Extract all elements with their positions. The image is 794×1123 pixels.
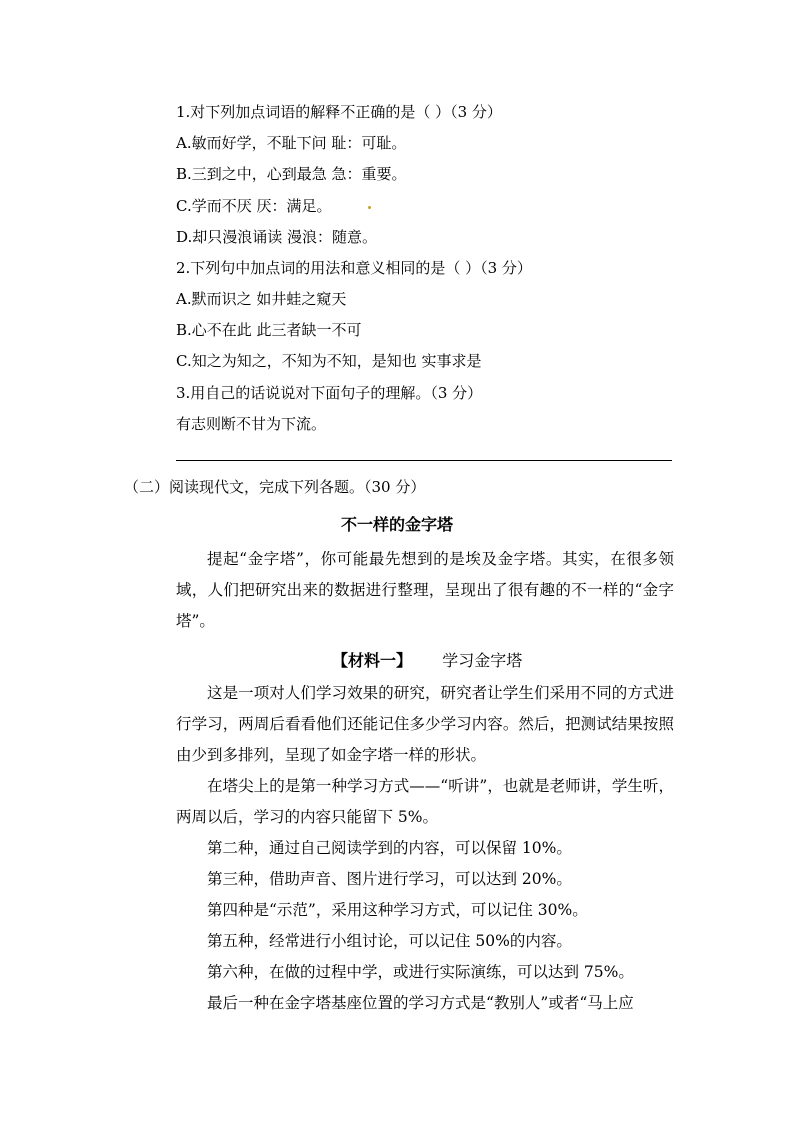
paragraph-1: 这是一项对人们学习效果的研究，研究者让学生们采用不同的方式进行学习，两周后看看他们还能记住多少学习内容。然后，把测试结果按照由少到多排列，呈现了如金字塔一样的形状。: [176, 684, 674, 764]
question-1-option-b: B.三到之中，心到最急 急：重要。: [176, 165, 407, 183]
paragraph-8: 最后一种在金字塔基座位置的学习方式是“教别人”或者“马上应: [207, 994, 634, 1012]
question-1-option-d: D.却只漫浪诵读 漫浪：随意。: [176, 228, 378, 246]
paragraph-2: 在塔尖上的是第一种学习方式——“听讲”，也就是老师讲，学生听，两周以后，学习的内容只能留下 5%。: [176, 777, 674, 826]
paragraph-3: 第二种，通过自己阅读学到的内容，可以保留 10%。: [207, 839, 572, 857]
article-title: 不一样的金字塔: [340, 515, 453, 534]
question-2-option-c: C.知之为知之，不知为不知，是知也 实事求是: [176, 352, 482, 370]
question-3: 3.用自己的话说说对下面句子的理解。（3 分）: [176, 384, 483, 402]
material-label: 【材料一】: [332, 651, 413, 670]
question-1-option-c: C.学而不厌 厌：满足。: [176, 197, 332, 215]
paragraph-5: 第四种是“示范”，采用这种学习方式，可以记住 30%。: [207, 901, 588, 919]
paragraph-7: 第六种，在做的过程中学，或进行实际演练，可以达到 75%。: [207, 963, 634, 981]
answer-line: [176, 460, 672, 461]
question-1-option-a: A.敏而好学，不耻下问 耻：可耻。: [176, 134, 407, 152]
question-2-option-b: B.心不在此 此三者缺一不可: [176, 321, 362, 339]
paragraph-4: 第三种，借助声音、图片进行学习，可以达到 20%。: [207, 870, 572, 888]
material-heading: [332, 648, 522, 671]
paragraph-6: 第五种，经常进行小组讨论，可以记住 50%的内容。: [207, 932, 572, 950]
stray-dot-mark: [368, 206, 371, 209]
question-3-sentence: 有志则断不甘为下流。: [176, 415, 327, 433]
question-1: 1.对下列加点词语的解释不正确的是（ ）（3 分）: [176, 103, 502, 121]
question-2-option-a: A.默而识之 如井蛙之窥天: [176, 290, 347, 308]
intro-paragraph: 提起“金字塔”，你可能最先想到的是埃及金字塔。其实，在很多领域，人们把研究出来的数据进行整理，呈现出了很有趣的不一样的“金字塔”。: [176, 550, 674, 630]
material-title: 学习金字塔: [442, 651, 523, 670]
question-2: 2.下列句中加点词的用法和意义相同的是（ ）（3 分）: [176, 259, 532, 277]
section-2-heading: （二）阅读现代文，完成下列各题。（30 分）: [124, 478, 426, 496]
